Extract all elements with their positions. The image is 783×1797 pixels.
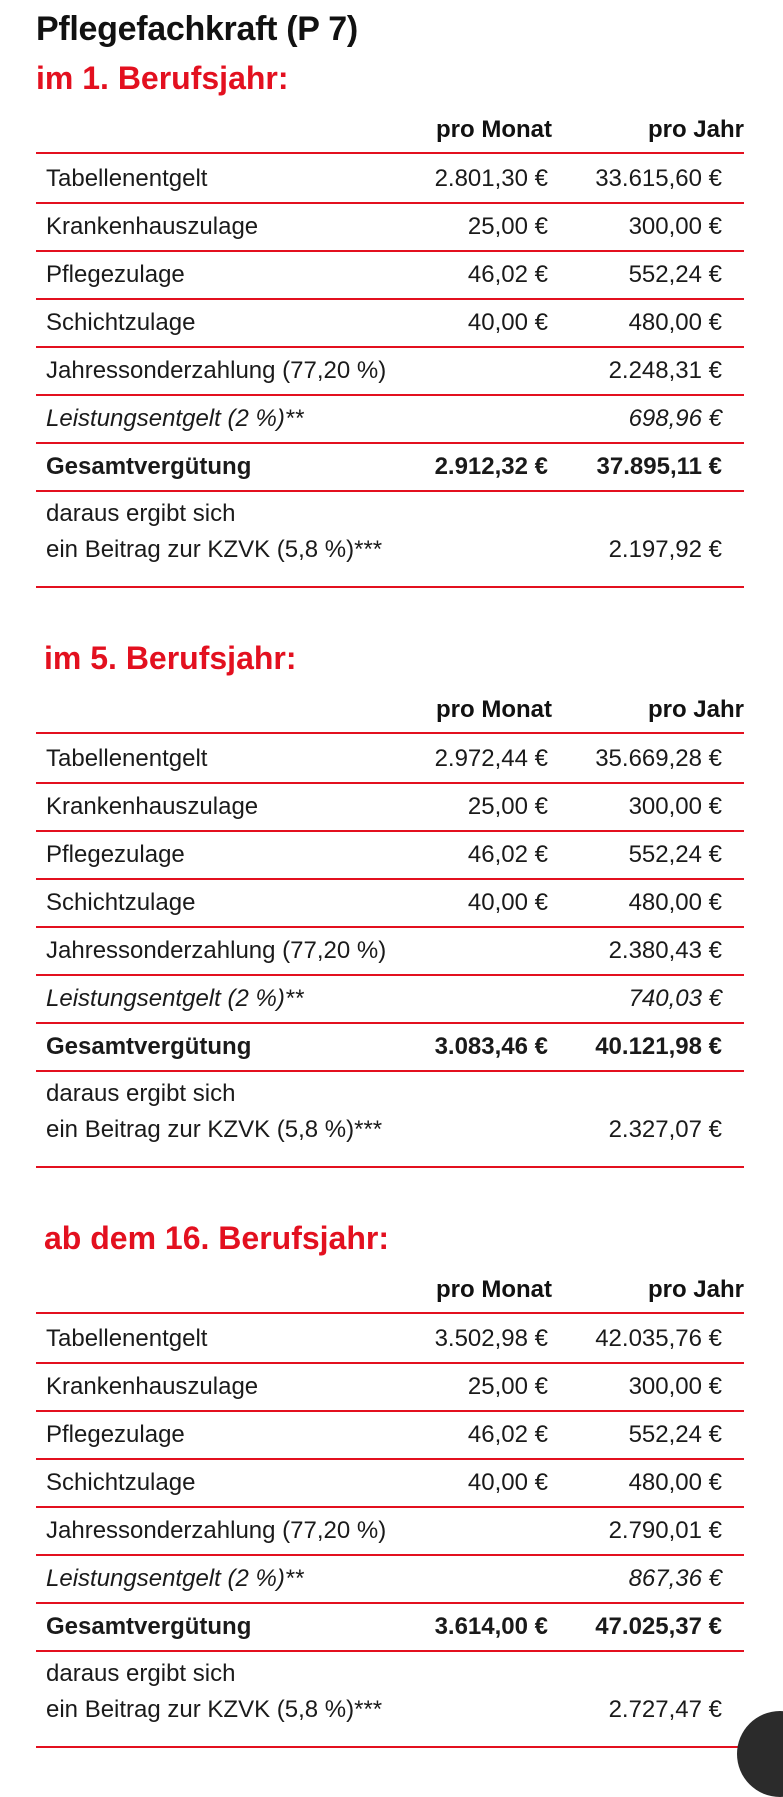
kzvk-row — [36, 1070, 744, 1168]
row-label: Leistungsentgelt (2 %)** — [46, 1565, 304, 1592]
row-value-jahr: 2.380,43 € — [608, 937, 722, 964]
row-value-monat: 3.502,98 € — [434, 1325, 548, 1352]
row-label: Krankenhauszulage — [46, 213, 259, 240]
table-row — [36, 878, 744, 928]
column-header-row — [36, 112, 744, 154]
row-value-jahr: 2.248,31 € — [608, 357, 722, 384]
column-header-monat: pro Monat — [436, 696, 552, 723]
row-value-monat: 46,02 € — [467, 261, 548, 288]
row-label: Leistungsentgelt (2 %)** — [46, 405, 304, 432]
row-value-jahr: 552,24 € — [628, 1421, 722, 1448]
row-label: Jahressonderzahlung (77,20 %) — [46, 937, 387, 964]
table-row — [36, 1410, 744, 1460]
table-row — [36, 250, 744, 300]
table-row — [36, 298, 744, 348]
kzvk-value-jahr: 2.197,92 € — [608, 536, 722, 563]
row-value-monat: 40,00 € — [467, 309, 548, 336]
row-label: Tabellenentgelt — [46, 165, 208, 192]
row-label: Pflegezulage — [46, 1421, 185, 1448]
table-row — [36, 782, 744, 832]
row-value-jahr: 37.895,11 € — [596, 453, 722, 480]
table-row — [36, 1022, 744, 1072]
row-value-monat: 2.801,30 € — [434, 165, 548, 192]
table-row — [36, 442, 744, 492]
row-value-jahr: 33.615,60 € — [595, 165, 722, 192]
row-value-jahr: 480,00 € — [628, 1469, 722, 1496]
row-value-monat: 25,00 € — [467, 1373, 548, 1400]
column-header-jahr: pro Jahr — [647, 116, 744, 143]
row-label: Tabellenentgelt — [46, 1325, 208, 1352]
section-heading: im 5. Berufsjahr: — [44, 640, 297, 676]
row-label: Schichtzulage — [46, 309, 196, 336]
row-label: Gesamtvergütung — [46, 1613, 252, 1640]
row-value-jahr: 300,00 € — [628, 1373, 722, 1400]
table-row — [36, 1602, 744, 1652]
row-value-jahr: 47.025,37 € — [595, 1613, 722, 1640]
row-label: Gesamtvergütung — [46, 1033, 252, 1060]
row-value-monat: 25,00 € — [467, 213, 548, 240]
row-label: Schichtzulage — [46, 1469, 196, 1496]
table-row — [36, 1362, 744, 1412]
column-header-jahr: pro Jahr — [647, 696, 744, 723]
row-value-jahr: 552,24 € — [628, 841, 722, 868]
row-value-monat: 3.083,46 € — [434, 1033, 548, 1060]
kzvk-row — [36, 490, 744, 588]
table-row — [36, 734, 744, 784]
row-label: Pflegezulage — [46, 841, 185, 868]
kzvk-line-2: ein Beitrag zur KZVK (5,8 %)*** — [46, 1116, 383, 1143]
row-value-jahr: 480,00 € — [628, 309, 722, 336]
row-value-monat: 2.972,44 € — [434, 745, 548, 772]
kzvk-line-1: daraus ergibt sich — [46, 1080, 236, 1107]
table-row — [36, 830, 744, 880]
row-label: Gesamtvergütung — [46, 453, 252, 480]
row-value-jahr: 42.035,76 € — [595, 1325, 722, 1352]
column-header-row — [36, 692, 744, 734]
column-header-row — [36, 1272, 744, 1314]
row-value-monat: 2.912,32 € — [434, 453, 548, 480]
row-label: Jahressonderzahlung (77,20 %) — [46, 1517, 387, 1544]
row-label: Krankenhauszulage — [46, 1373, 259, 1400]
table-row — [36, 926, 744, 976]
column-header-monat: pro Monat — [436, 1276, 552, 1303]
row-value-monat: 40,00 € — [467, 889, 548, 916]
row-value-jahr: 698,96 € — [628, 405, 722, 432]
row-value-monat: 46,02 € — [467, 841, 548, 868]
table-row — [36, 1314, 744, 1364]
table-row — [36, 1458, 744, 1508]
row-value-jahr: 40.121,98 € — [595, 1033, 722, 1060]
table-row — [36, 202, 744, 252]
table-row — [36, 394, 744, 444]
section-heading: im 1. Berufsjahr: — [36, 60, 289, 96]
column-header-jahr: pro Jahr — [647, 1276, 744, 1303]
table-row — [36, 346, 744, 396]
row-value-jahr: 35.669,28 € — [595, 745, 722, 772]
row-value-jahr: 480,00 € — [628, 889, 722, 916]
table-row — [36, 1554, 744, 1604]
kzvk-row — [36, 1650, 744, 1748]
kzvk-line-2: ein Beitrag zur KZVK (5,8 %)*** — [46, 536, 383, 563]
row-value-jahr: 867,36 € — [628, 1565, 722, 1592]
table-row — [36, 154, 744, 204]
column-header-monat: pro Monat — [436, 116, 552, 143]
row-label: Jahressonderzahlung (77,20 %) — [46, 357, 387, 384]
row-label: Leistungsentgelt (2 %)** — [46, 985, 304, 1012]
table-row — [36, 1506, 744, 1556]
row-value-jahr: 552,24 € — [628, 261, 722, 288]
row-value-jahr: 300,00 € — [628, 213, 722, 240]
row-label: Tabellenentgelt — [46, 745, 208, 772]
kzvk-line-1: daraus ergibt sich — [46, 500, 236, 527]
row-value-jahr: 740,03 € — [628, 985, 722, 1012]
row-value-monat: 46,02 € — [467, 1421, 548, 1448]
row-value-jahr: 2.790,01 € — [608, 1517, 722, 1544]
section-heading: ab dem 16. Berufsjahr: — [44, 1220, 389, 1256]
row-value-jahr: 300,00 € — [628, 793, 722, 820]
row-value-monat: 3.614,00 € — [434, 1613, 548, 1640]
row-label: Pflegezulage — [46, 261, 185, 288]
kzvk-value-jahr: 2.727,47 € — [608, 1696, 722, 1723]
table-row — [36, 974, 744, 1024]
row-value-monat: 40,00 € — [467, 1469, 548, 1496]
kzvk-line-1: daraus ergibt sich — [46, 1660, 236, 1687]
kzvk-line-2: ein Beitrag zur KZVK (5,8 %)*** — [46, 1696, 383, 1723]
kzvk-value-jahr: 2.327,07 € — [608, 1116, 722, 1143]
row-label: Krankenhauszulage — [46, 793, 259, 820]
row-value-monat: 25,00 € — [467, 793, 548, 820]
row-label: Schichtzulage — [46, 889, 196, 916]
page-title: Pflegefachkraft (P 7) — [36, 10, 358, 48]
